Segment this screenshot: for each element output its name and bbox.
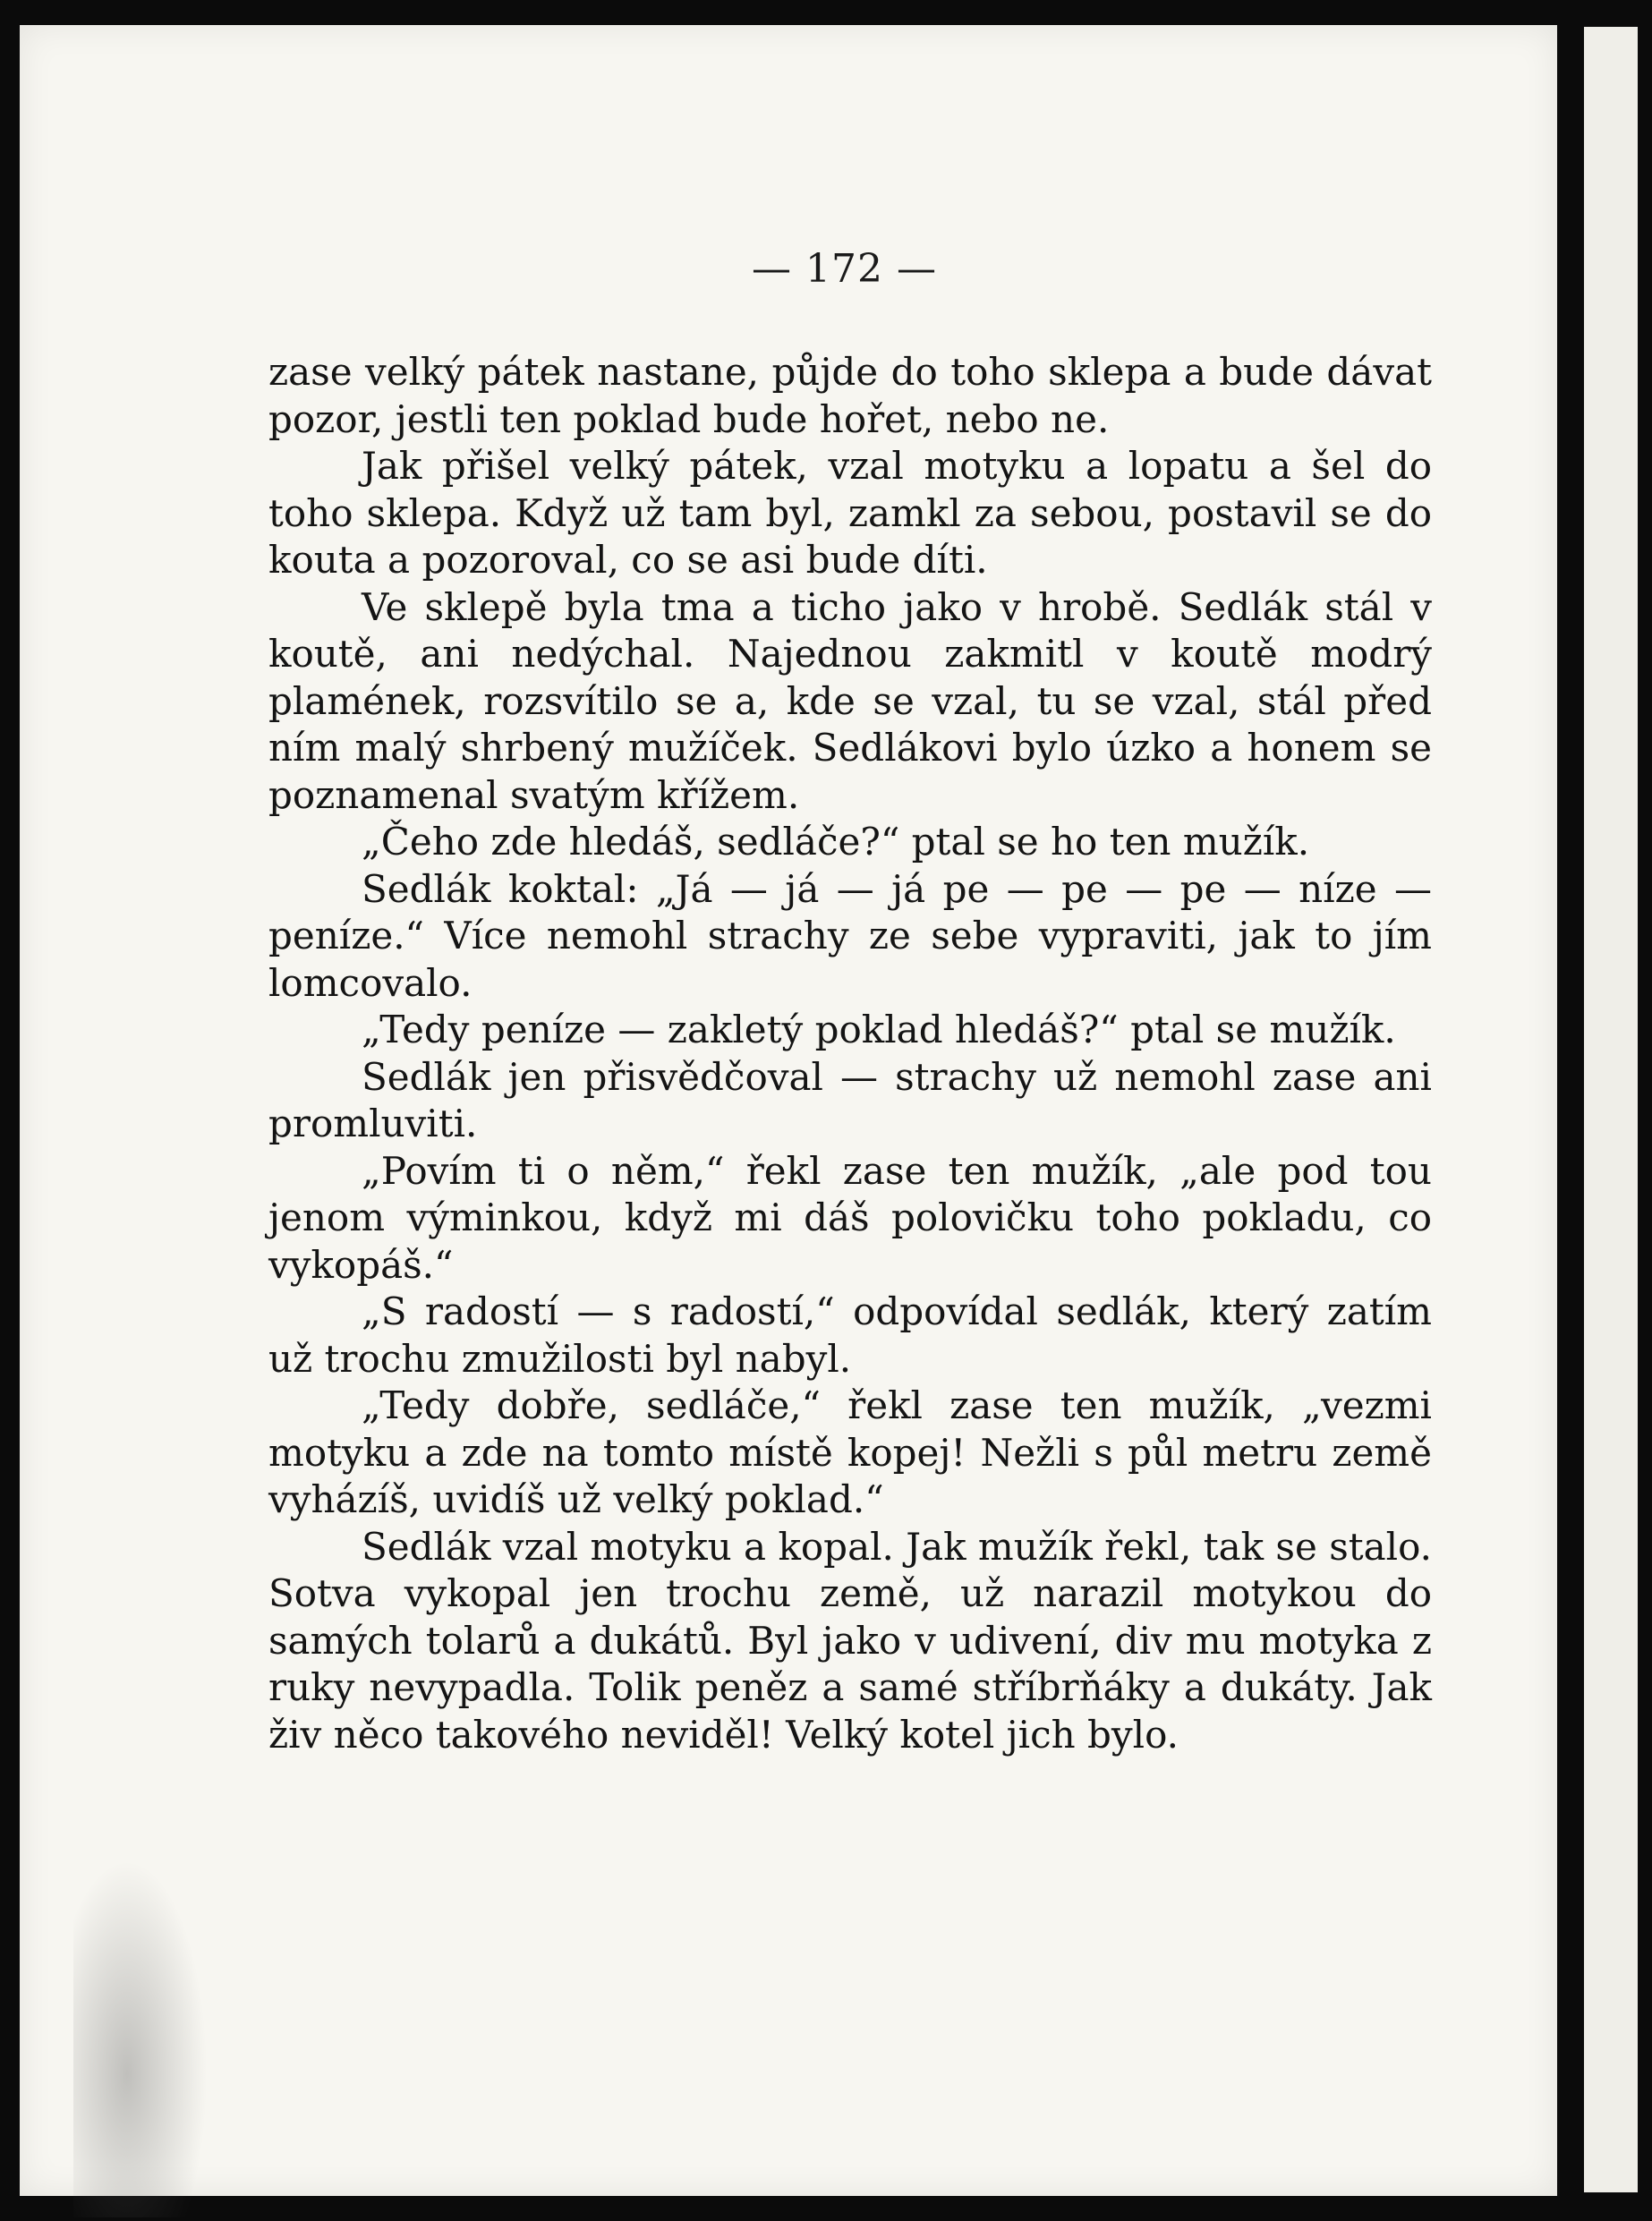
paragraph: „Povím ti o něm,“ řekl zase ten mužík, „ale pod tou jenom výminkou, když mi dáš polovičku toho pokladu, co vykopáš.“ xyxy=(268,1148,1432,1287)
page-number: — 172 — xyxy=(752,246,937,292)
paragraph: „Čeho zde hledáš, sedláče?“ ptal se ho ten mužík. xyxy=(362,820,1310,864)
paragraph: Ve sklepě byla tma a ticho jako v hrobě. Sedlák stál v koutě, ani nedýchal. Najednou zakmitl v koutě modrý plamének, rozsvítilo se a, kde se vzal, tu se vzal, stál před ním malý shrbený mužíček. Sedlákovi bylo úzko a honem se poznamenal svatým křížem. xyxy=(268,584,1432,817)
body-text xyxy=(268,349,1432,1758)
paragraph: Sedlák jen přisvědčoval — strachy už nemohl zase ani promluviti. xyxy=(268,1054,1432,1145)
paragraph: zase velký pátek nastane, půjde do toho sklepa a bude dávat pozor, jestli ten poklad bude hořet, nebo ne. xyxy=(268,350,1432,441)
page-stain xyxy=(73,1859,208,2217)
paragraph: „Tedy peníze — zakletý poklad hledáš?“ ptal se mužík. xyxy=(362,1008,1396,1051)
paragraph: Sedlák koktal: „Já — já — já pe — pe — pe — níze — peníze.“ Více nemohl strachy ze sebe vypraviti, jak to jím lomcovalo. xyxy=(268,866,1432,1005)
paragraph: „S radostí — s radostí,“ odpovídal sedlák, který zatím už trochu zmužilosti byl nabyl. xyxy=(268,1289,1432,1381)
next-page-edge xyxy=(1584,27,1638,2192)
paragraph: Sedlák vzal motyku a kopal. Jak mužík řekl, tak se stalo. Sotva vykopal jen trochu země, už narazil motykou do samých tolarů a dukátů. Byl jako v udivení, div mu motyka z ruky nevypadla. Tolik peněz a samé stříbrňáky a dukáty. Jak živ něco takového neviděl! Velký kotel jich bylo. xyxy=(268,1524,1432,1757)
paragraph: Jak přišel velký pátek, vzal motyku a lopatu a šel do toho sklepa. Když už tam byl, zamkl za sebou, postavil se do kouta a pozoroval, co se asi bude díti. xyxy=(268,444,1432,582)
paragraph: „Tedy dobře, sedláče,“ řekl zase ten mužík, „vezmi motyku a zde na tomto místě kopej! Nežli s půl metru země vyházíš, uvidíš už velký poklad.“ xyxy=(268,1383,1432,1521)
